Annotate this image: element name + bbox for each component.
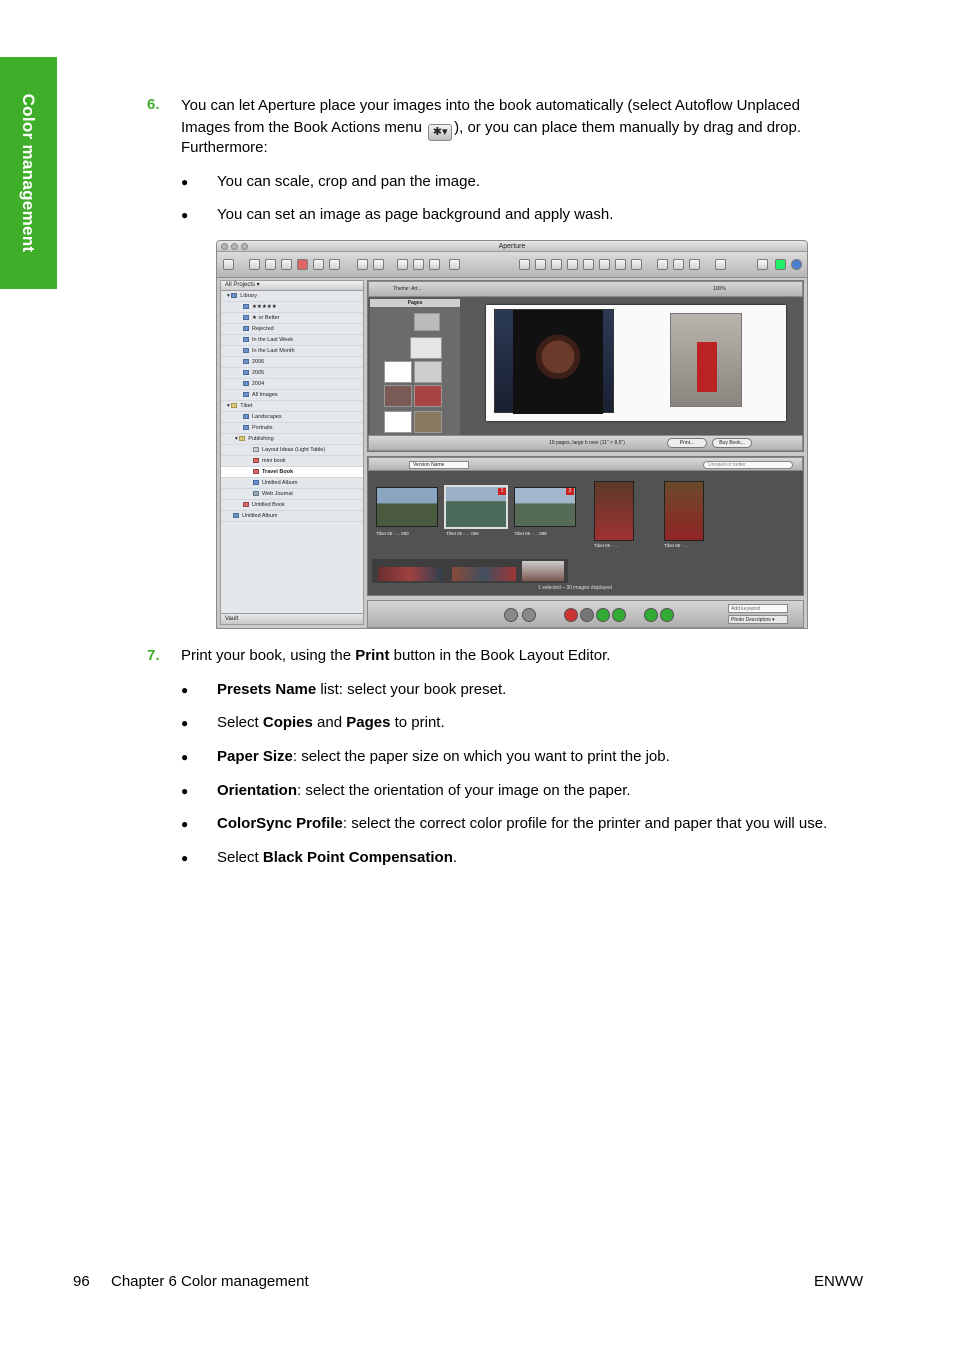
selection-status: 1 selected – 30 images displayed xyxy=(538,585,612,591)
page-thumbnail xyxy=(384,411,412,433)
photo-caption: Tibet 05 - ... xyxy=(664,543,688,548)
badge: 1 xyxy=(498,488,506,495)
pages-header: Pages xyxy=(370,299,460,307)
library-item-label: Untitled Album xyxy=(242,513,278,519)
library-item xyxy=(221,423,363,434)
bullet-description: list: select your book preset. xyxy=(316,681,507,698)
library-item xyxy=(221,489,363,500)
bullet-description: to print. xyxy=(390,714,445,731)
new-book-icon xyxy=(297,259,308,270)
smart-album-icon xyxy=(243,337,249,342)
library-item-label: Landscapes xyxy=(252,414,282,420)
step-6-number: 6. xyxy=(147,96,160,113)
projects-selector: All Projects ▾ xyxy=(221,281,363,291)
library-item-label: Untitled Book xyxy=(252,502,285,508)
book-icon xyxy=(253,469,259,474)
smart-album-icon xyxy=(243,348,249,353)
library-item: ▾ Publishing xyxy=(221,434,363,445)
library-item xyxy=(221,390,363,401)
library-item-selected xyxy=(221,467,363,478)
footer-chapter: Chapter 6 Color management xyxy=(111,1273,309,1290)
bullet-description: . xyxy=(452,849,458,866)
zoom-in-icon xyxy=(644,608,658,622)
select-check-icon xyxy=(449,259,460,270)
step-6-bullet: You can set an image as page background and apply wash. xyxy=(217,206,614,223)
step-7-bullet xyxy=(217,781,631,801)
book-icon xyxy=(253,458,259,463)
web-journal-icon xyxy=(253,491,259,496)
library-item xyxy=(221,324,363,335)
step-7-bullet xyxy=(217,814,827,834)
folder-icon xyxy=(231,293,237,298)
bullet-connector: and xyxy=(312,714,347,731)
library-item-label: 2005 xyxy=(252,370,265,376)
chapter-side-tab-label: Color management xyxy=(19,93,38,253)
library-item-label: Portraits xyxy=(252,425,273,431)
step-6-line-3: Furthermore: xyxy=(181,139,268,156)
bullet-glyph: ● xyxy=(181,683,189,697)
smart-album-icon xyxy=(243,359,249,364)
spread-right-photo xyxy=(670,313,742,407)
book-actions-gear-icon: ✱▾ xyxy=(428,124,452,141)
print-button: Print... xyxy=(667,438,707,448)
add-keyword-field: Add keyword xyxy=(728,604,788,613)
bullet-description: : select the orientation of your image on the paper. xyxy=(297,782,631,799)
bullet-description: : select the correct color profile for the printer and paper that you will use. xyxy=(342,815,828,832)
photo-caption: Tibet 05 - ... 090 xyxy=(376,531,409,536)
bullet-term: ColorSync Profile xyxy=(217,815,343,832)
info-icon xyxy=(791,259,802,270)
new-project-icon xyxy=(249,259,260,270)
spread-left-photo xyxy=(494,309,614,413)
bullet-term: Paper Size xyxy=(217,748,293,765)
browser-top-bar xyxy=(368,457,803,471)
window-title: Aperture xyxy=(498,243,526,250)
folder-icon xyxy=(239,436,245,441)
loupe-icon xyxy=(631,259,642,270)
library-item-label: Publishing xyxy=(248,436,274,442)
split-view-icon xyxy=(673,259,684,270)
straighten-tool-icon xyxy=(551,259,562,270)
smart-album-icon xyxy=(243,326,249,331)
bullet-term: Black Point Compensation xyxy=(262,849,453,866)
chapter-side-tab xyxy=(0,57,57,289)
badge: 2 xyxy=(566,488,574,495)
spot-patch-icon xyxy=(583,259,594,270)
rating-down-icon xyxy=(580,608,594,622)
next-icon xyxy=(522,608,536,622)
full-screen-icon xyxy=(689,259,700,270)
bullet-term: Orientation xyxy=(217,782,298,799)
photo-caption: Tibet 05 - ... xyxy=(594,543,618,548)
footer-page-number: 96 xyxy=(73,1273,90,1290)
step-7-text-end: button in the Book Layout Editor. xyxy=(389,647,611,664)
bullet-glyph: ● xyxy=(181,175,189,189)
new-folder-icon xyxy=(265,259,276,270)
library-item xyxy=(221,379,363,390)
crop-tool-icon xyxy=(567,259,578,270)
step-7-bullet xyxy=(217,680,506,700)
bullet-glyph: ● xyxy=(181,208,189,222)
rotate-right-icon xyxy=(429,259,440,270)
library-item xyxy=(221,313,363,324)
display-icon xyxy=(775,259,786,270)
lift-stamp-icon xyxy=(615,259,626,270)
photo-thumbnail xyxy=(522,561,564,581)
aperture-screenshot xyxy=(216,240,808,629)
album-icon xyxy=(243,425,249,430)
page-thumbnail xyxy=(414,411,442,433)
zoom-value: 100% xyxy=(713,286,726,292)
email-icon xyxy=(373,259,384,270)
library-item xyxy=(221,346,363,357)
light-table-icon xyxy=(253,447,259,452)
version-name-field: Version Name xyxy=(409,461,469,469)
step-7-bullet xyxy=(217,848,457,868)
step-6-line-2-start: Images from the Book Actions menu xyxy=(181,119,427,136)
rotate-tool-icon xyxy=(535,259,546,270)
library-item-label: mini book xyxy=(262,458,286,464)
step-7-print-term: Print xyxy=(355,647,390,664)
photo-thumbnail xyxy=(594,481,634,541)
cover-thumbnail xyxy=(414,313,440,331)
step-7-bullet xyxy=(217,713,445,733)
bullet-glyph: ● xyxy=(181,716,189,730)
library-item xyxy=(221,335,363,346)
photo-thumbnail xyxy=(664,481,704,541)
export-icon xyxy=(357,259,368,270)
rotate-left-icon xyxy=(413,259,424,270)
editor-top-bar xyxy=(368,281,803,297)
new-album-icon xyxy=(281,259,292,270)
library-item-label: Web Journal xyxy=(262,491,293,497)
step-6-bullet: You can scale, crop and pan the image. xyxy=(217,173,480,190)
step-7-text xyxy=(181,645,610,666)
main-toolbar xyxy=(217,252,807,278)
library-item: ▾ Library xyxy=(221,291,363,302)
page-thumbnail xyxy=(384,385,412,407)
library-item xyxy=(221,445,363,456)
step-6-line-2-end: ), or you can place them manually by drag and drop. xyxy=(454,119,801,136)
new-web-gallery-icon xyxy=(329,259,340,270)
editor-bottom-bar xyxy=(368,435,803,451)
vault-label: Vault xyxy=(225,616,239,622)
page-thumbnail xyxy=(414,385,442,407)
library-item-label: ★ or Better xyxy=(252,315,280,321)
pages-column xyxy=(370,299,460,435)
library-item xyxy=(221,500,363,511)
bullet-prefix: Select xyxy=(217,849,263,866)
step-7-bullet xyxy=(217,747,670,767)
smart-album-icon xyxy=(243,381,249,386)
reject-icon xyxy=(564,608,578,622)
vault-bar xyxy=(221,613,363,624)
step-6-line-1: You can let Aperture place your images into the book automatically (select Autoflow Unplaced xyxy=(181,97,800,114)
book-spread xyxy=(486,305,786,421)
library-item-label: All Images xyxy=(252,392,278,398)
window-titlebar xyxy=(217,241,807,252)
library-item-label: Rejected xyxy=(252,326,274,332)
album-icon xyxy=(243,414,249,419)
library-item-label: Layout Ideas (Light Table) xyxy=(262,447,326,453)
previous-icon xyxy=(504,608,518,622)
second-row-strip xyxy=(372,559,568,583)
image-browser xyxy=(367,456,804,596)
photo-caption: Tibet 05 - ... 088 xyxy=(514,531,547,536)
step-7-number: 7. xyxy=(147,647,160,664)
import-icon xyxy=(223,259,234,270)
library-item xyxy=(221,511,363,522)
portrait-photo xyxy=(513,310,603,414)
photo-thumbnail xyxy=(452,567,516,581)
library-item-label: Travel Book xyxy=(262,469,294,475)
layout-view-icon xyxy=(657,259,668,270)
library-item-label: 2004 xyxy=(252,381,265,387)
bullet-glyph: ● xyxy=(181,750,189,764)
step-6-line-2 xyxy=(181,117,801,141)
bullet-term: Pages xyxy=(346,714,391,731)
page-thumbnail xyxy=(410,337,442,359)
page-thumbnail xyxy=(414,361,442,383)
stack-icon xyxy=(397,259,408,270)
library-item xyxy=(221,368,363,379)
pointer-tool-icon xyxy=(519,259,530,270)
library-item-label: Library xyxy=(240,293,258,299)
zoom-out-icon xyxy=(660,608,674,622)
library-item-label: Untitled Album xyxy=(262,480,298,486)
photo-caption: Tibet 05 - ... 069 xyxy=(446,531,479,536)
step-7-text-start: Print your book, using the xyxy=(181,647,356,664)
rating-filter-field: Unrated or better xyxy=(703,461,793,469)
book-layout-editor xyxy=(367,280,804,452)
ruler-icon xyxy=(757,259,768,270)
library-item-label: 2006 xyxy=(252,359,265,365)
keyword-preset-select: Photo Descriptors ▾ xyxy=(728,615,788,624)
bullet-term: Presets Name xyxy=(217,681,317,698)
library-item: ▾ Tibet xyxy=(221,401,363,412)
girl-figure xyxy=(697,342,717,392)
library-item-label: Tibet xyxy=(240,403,253,409)
project-icon xyxy=(231,403,237,408)
new-light-table-icon xyxy=(313,259,324,270)
library-panel xyxy=(220,280,364,625)
red-eye-icon xyxy=(599,259,610,270)
album-icon xyxy=(233,513,239,518)
adjust-icon xyxy=(715,259,726,270)
library-item-label: In the Last Month xyxy=(252,348,295,354)
bullet-term: Copies xyxy=(262,714,313,731)
album-icon xyxy=(253,480,259,485)
library-item-label: ★★★★★ xyxy=(252,304,277,310)
bullet-glyph: ● xyxy=(181,851,189,865)
library-item xyxy=(221,456,363,467)
buy-book-button: Buy Book... xyxy=(712,438,752,448)
library-item xyxy=(221,478,363,489)
smart-album-icon xyxy=(243,370,249,375)
book-icon xyxy=(243,502,249,507)
bullet-glyph: ● xyxy=(181,817,189,831)
library-item xyxy=(221,302,363,313)
smart-album-icon xyxy=(243,304,249,309)
library-item xyxy=(221,357,363,368)
theme-label: Theme: Art... xyxy=(393,286,422,292)
smart-album-icon xyxy=(243,315,249,320)
bullet-description: : select the paper size on which you want to print the job. xyxy=(292,748,670,765)
page-thumbnail xyxy=(384,361,412,383)
photo-thumbnail xyxy=(378,567,442,581)
photo-thumbnail xyxy=(376,487,438,527)
smart-album-icon xyxy=(243,392,249,397)
bullet-glyph: ● xyxy=(181,784,189,798)
select-icon xyxy=(612,608,626,622)
bullet-prefix: Select xyxy=(217,714,263,731)
page-info: 19 pages, large h over (11" × 8.5") xyxy=(549,440,625,446)
library-item xyxy=(221,412,363,423)
rating-up-icon xyxy=(596,608,610,622)
library-item-label: In the Last Week xyxy=(252,337,294,343)
footer-enww: ENWW xyxy=(814,1273,864,1290)
control-bar xyxy=(367,600,804,628)
